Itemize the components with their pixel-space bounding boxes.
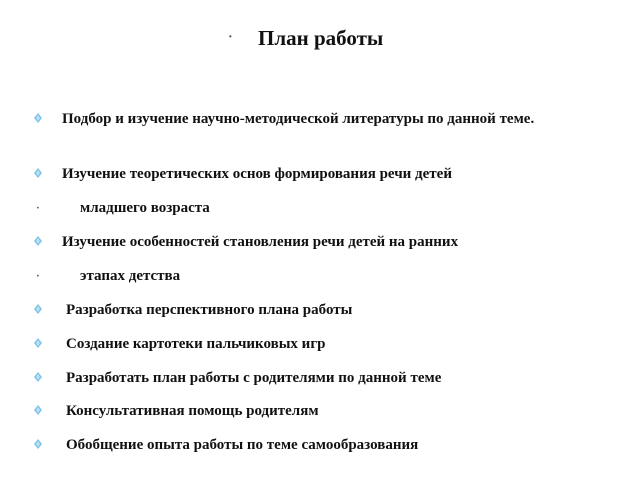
diamond-icon <box>34 304 42 314</box>
list-item-text: Изучение особенностей становления речи детей на ранних <box>62 234 459 250</box>
diamond-icon <box>34 338 42 348</box>
dot-icon: · <box>36 270 40 282</box>
diamond-icon <box>34 236 42 246</box>
diamond-icon <box>34 405 42 415</box>
list-item-text: Разработать план работы с родителями по данной теме <box>66 370 442 386</box>
list-item-text: Обобщение опыта работы по теме самообразования <box>66 437 419 453</box>
title-row <box>0 26 640 56</box>
list-item-text: Разработка перспективного плана работы <box>66 302 353 318</box>
diamond-icon <box>34 372 42 382</box>
list-item-text: младшего возраста <box>80 200 210 216</box>
dot-icon: · <box>228 30 233 45</box>
diamond-icon <box>34 168 42 178</box>
list-item-text: Создание картотеки пальчиковых игр <box>66 336 326 352</box>
list-item-text: Подбор и изучение научно-методической литературы по данной теме. <box>62 111 535 127</box>
list-item-text: Консультативная помощь родителям <box>66 403 319 419</box>
slide-title: План работы <box>258 26 384 50</box>
list-item-text: Изучение теоретических основ формирования речи детей <box>62 166 452 182</box>
list-item-text: этапах детства <box>80 268 181 284</box>
diamond-icon <box>34 439 42 449</box>
dot-icon: · <box>36 202 40 214</box>
diamond-icon <box>34 113 42 123</box>
